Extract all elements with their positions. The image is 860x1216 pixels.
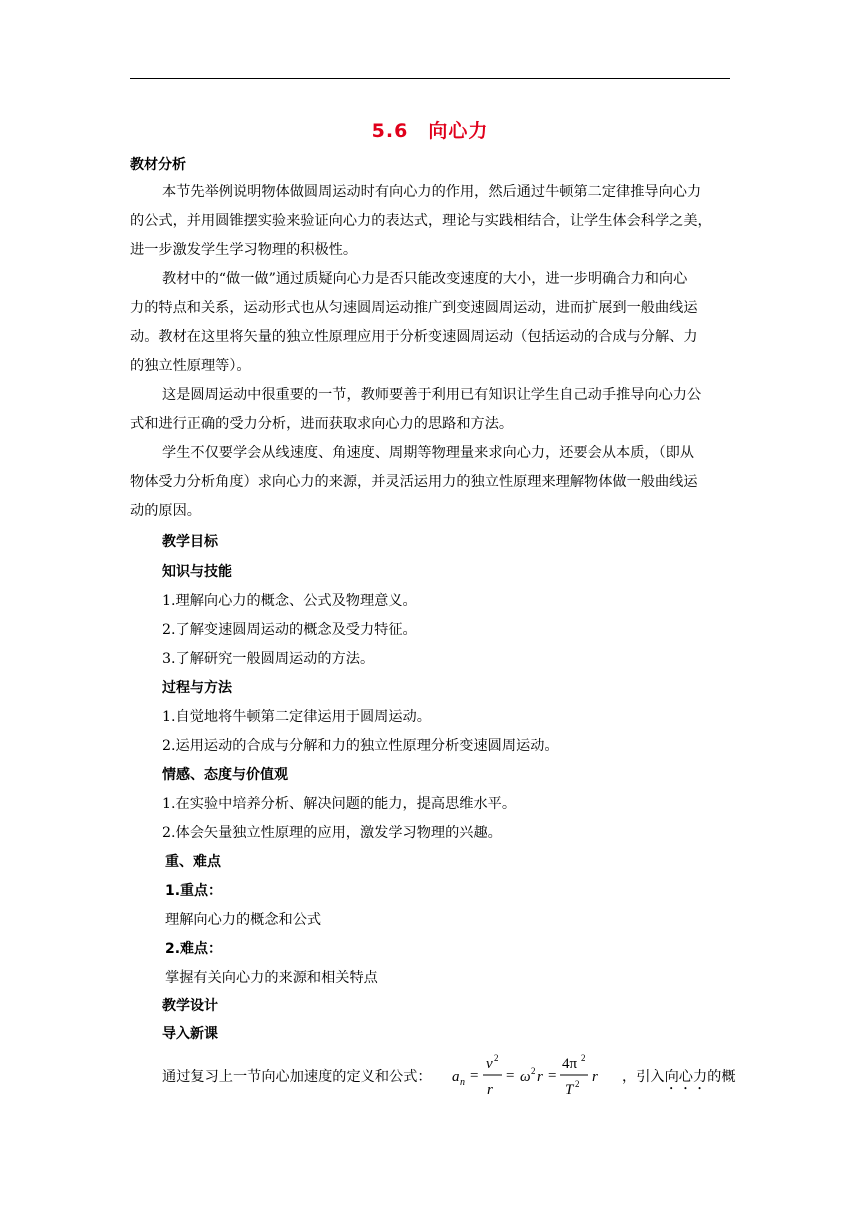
paragraph-line: 这是圆周运动中很重要的一节，教师要善于利用已有知识让学生自己动手推导向心力公 [162, 387, 702, 403]
paragraph-line: 动。教材在这里将矢量的独立性原理应用于分析变速圆周运动（包括运动的合成与分解、力 [130, 329, 698, 345]
paragraph-line: 进一步激发学生学习物理的积极性。 [130, 242, 358, 258]
centripetal-acceleration-formula [450, 1052, 620, 1100]
section-heading-key: 重、难点 [165, 854, 221, 870]
list-item: 2.体会矢量独立性原理的应用，激发学习物理的兴趣。 [162, 825, 502, 841]
page-title: 5.6 向心力 [371, 120, 489, 142]
intro-tail-emphasis: 向心力 [664, 1069, 708, 1085]
paragraph-line: 物体受力分析角度）求向心力的来源，并灵活运用力的独立性原理来理解物体做一般曲线运 [130, 474, 698, 490]
formula-four-pi: 4π [562, 1056, 578, 1072]
key-point-text: 理解向心力的概念和公式 [165, 912, 322, 928]
paragraph-line: 的公式，并用圆锥摆实验来验证向心力的表达式，理论与实践相结合，让学生体会科学之美， [130, 213, 712, 229]
paragraph-line: 动的原因。 [130, 503, 201, 519]
intro-tail-end: 的概 [707, 1069, 736, 1085]
list-item: 1.理解向心力的概念、公式及物理意义。 [162, 593, 417, 609]
intro-tail-plain: ，引入 [622, 1069, 665, 1085]
formula-v-exp: 2 [494, 1053, 499, 1063]
difficulty-label: 2.难点： [165, 941, 223, 957]
difficulty-text: 掌握有关向心力的来源和相关特点 [165, 970, 378, 986]
section-heading-analysis: 教材分析 [130, 157, 186, 173]
paragraph-line: 的独立性原理等）。 [130, 358, 251, 374]
formula-v: v [486, 1056, 493, 1072]
formula-r-denominator: r [487, 1082, 493, 1098]
key-point-label: 1.重点： [165, 883, 223, 899]
section-heading-goals: 教学目标 [162, 534, 218, 550]
formula-r-final: r [592, 1069, 598, 1085]
paragraph-line: 学生不仅要学会从线速度、角速度、周期等物理量来求向心力，还要会从本质，（即从 [162, 445, 695, 461]
subheading-knowledge: 知识与技能 [162, 564, 232, 580]
list-item: 2.了解变速圆周运动的概念及受力特征。 [162, 622, 417, 638]
formula-pi-exp: 2 [581, 1053, 586, 1063]
subheading-process: 过程与方法 [162, 680, 232, 696]
formula-r-omega: r [537, 1069, 543, 1085]
formula-omega: ω [520, 1069, 531, 1085]
list-item: 1.在实验中培养分析、解决问题的能力，提高思维水平。 [162, 796, 517, 812]
formula-T-exp: 2 [575, 1079, 580, 1089]
section-heading-design: 教学设计 [162, 998, 218, 1014]
paragraph-line: 本节先举例说明物体做圆周运动时有向心力的作用，然后通过牛顿第二定律推导向心力 [162, 184, 702, 200]
formula-a-sub: n [460, 1077, 465, 1088]
list-item: 2.运用运动的合成与分解和力的独立性原理分析变速圆周运动。 [162, 738, 559, 754]
paragraph-line: 式和进行正确的受力分析，进而获取求向心力的思路和方法。 [130, 416, 514, 432]
paragraph-line: 教材中的“做一做”通过质疑向心力是否只能改变速度的大小，进一步明确合力和向心 [162, 271, 688, 287]
subheading-attitude: 情感、态度与价值观 [162, 767, 288, 783]
formula-a: a [452, 1069, 460, 1085]
list-item: 1.自觉地将牛顿第二定律运用于圆周运动。 [162, 709, 431, 725]
intro-formula-line [162, 1052, 736, 1100]
subheading-intro: 导入新课 [162, 1026, 218, 1042]
intro-lead-text: 通过复习上一节向心加速度的定义和公式： [162, 1069, 432, 1085]
svg-text:=: = [470, 1068, 479, 1084]
svg-text:=: = [548, 1068, 557, 1084]
header-rule [130, 78, 730, 79]
intro-tail-text [622, 1066, 736, 1093]
formula-T: T [565, 1082, 574, 1098]
paragraph-line: 力的特点和关系，运动形式也从匀速圆周运动推广到变速圆周运动，进而扩展到一般曲线运 [130, 300, 698, 316]
list-item: 3.了解研究一般圆周运动的方法。 [162, 651, 375, 667]
svg-text:=: = [506, 1068, 515, 1084]
formula-omega-exp: 2 [531, 1066, 536, 1076]
